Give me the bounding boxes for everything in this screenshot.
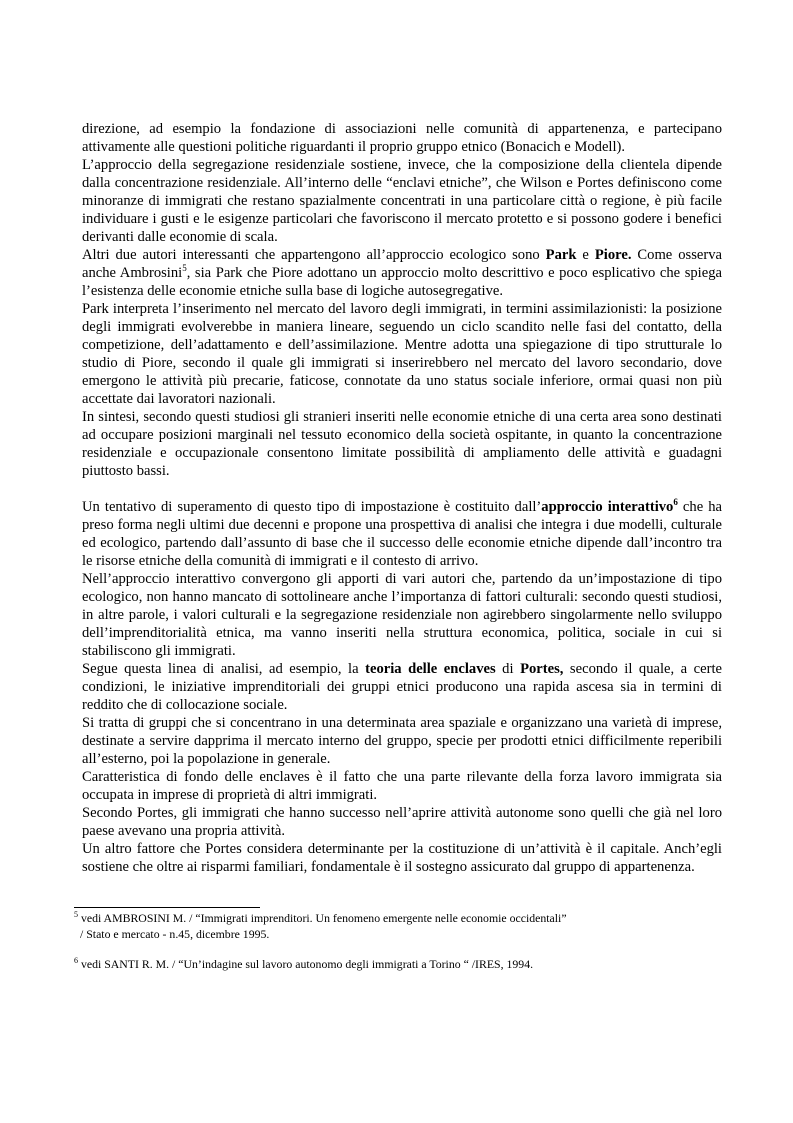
bold-term: teoria delle enclaves <box>365 661 496 677</box>
text-run: Park interpreta l’inserimento nel mercato del lavoro degli immigrati, in termini assimilazionisti: la posizione degli immigrati evolverebbe in maniera lineare, seguendo un ciclo scandito nelle fasi del contatto, della competizione, dell’adattamento e dell’assimilazione. Mentre adotta una spiegazione di tipo strutturale lo studio di Piore, secondo il quale gli immigrati si inserirebbero nel mercato del lavoro secondario, dove emergono le attività più precarie, faticose, connotate da uno status sociale inferiore, ormai quasi non più accettate dai lavoratori nazionali. <box>82 301 722 407</box>
footnote-text: vedi AMBROSINI M. / “Immigrati imprenditori. Un fenomeno emergente nelle economie occidentali” <box>80 911 567 925</box>
footnote-text: / Stato e mercato - n.45, dicembre 1995. <box>80 926 270 941</box>
footnote-gap <box>74 942 724 957</box>
paragraph <box>82 660 722 714</box>
paragraph <box>82 498 722 570</box>
paragraph <box>82 714 722 768</box>
text-run: che ha preso forma negli ultimi due decenni e propone una prospettiva di analisi che integra i due modelli, culturale ed ecologico, partendo dall’assunto di base che il successo delle economie etniche dipende dall’incontro tra le risorse etniche della comunità di immigrati e il contesto di arrivo. <box>82 499 722 569</box>
footnote-text: vedi SANTI R. M. / “Un’indagine sul lavoro autonomo degli immigrati a Torino “ /IRES, 1994. <box>80 957 534 971</box>
text-run: L’approccio della segregazione residenziale sostiene, invece, che la composizione della clientela dipende dalla concentrazione residenziale. All’interno delle “enclavi etniche”, che Wilson e Portes definiscono come minoranze di immigrati che restano spazialmente concentrati in una particolare città o regione, è più facile individuare i gusti e le esigenze particolari che favoriscono il mercato protetto e si possono godere i benefici derivanti dalle economie di scala. <box>82 157 722 245</box>
paragraph <box>82 768 722 804</box>
footnote-separator <box>74 907 260 908</box>
text-run: e <box>576 247 595 263</box>
bold-term: Portes, <box>520 661 564 677</box>
paragraph <box>82 840 722 876</box>
text-run: di <box>495 661 521 677</box>
footnote-ref: 6 <box>673 497 678 508</box>
bold-term: Park <box>545 247 577 263</box>
paragraph <box>82 804 722 840</box>
text-run: Segue questa linea di analisi, ad esempio, la <box>82 661 366 677</box>
text-run: Secondo Portes, gli immigrati che hanno successo nell’aprire attività autonome sono quelli che già nel loro paese avevano una propria attività. <box>82 805 722 839</box>
body-text <box>82 120 722 876</box>
footnote-line <box>74 957 724 973</box>
paragraph-gap <box>82 480 722 498</box>
paragraph <box>82 300 722 408</box>
footnote-line <box>74 911 724 927</box>
footnote-list <box>74 911 724 973</box>
paragraph <box>82 246 722 300</box>
bold-term: approccio interattivo <box>541 499 674 515</box>
footnote-ref: 5 <box>182 263 187 274</box>
text-run: Caratteristica di fondo delle enclaves è il fatto che una parte rilevante della forza lavoro immigrata sia occupata in imprese di proprietà di altri immigrati. <box>82 769 722 803</box>
text-run: Un tentativo di superamento di questo tipo di impostazione è costituito dall’ <box>82 499 542 515</box>
paragraph <box>82 570 722 660</box>
footnote-number: 6 <box>74 956 78 966</box>
text-run: Si tratta di gruppi che si concentrano in una determinata area spaziale e organizzano una varietà di imprese, destinate a servire dapprima il mercato interno del gruppo, specie per prodotti etnici difficilmente reperibili all’esterno, poi la popolazione in generale. <box>82 715 722 767</box>
text-run: secondo il quale, a certe condizioni, le iniziative imprenditoriali dei gruppi etnici producono una rapida ascesa sia in termini di reddito che di collocazione sociale. <box>82 661 722 713</box>
text-run: Altri due autori interessanti che appartengono all’approccio ecologico sono <box>82 247 546 263</box>
footnote-number: 5 <box>74 910 78 920</box>
text-run: In sintesi, secondo questi studiosi gli stranieri inseriti nelle economie etniche di una certa area sono destinati ad occupare posizioni marginali nel tessuto economico della società ospitante, in quanto la concentrazione residenziale e occupazionale consentono limitate possibilità di ampliamento delle attività e guadagni piuttosto bassi. <box>82 409 722 479</box>
text-run: Come osserva anche Ambrosini <box>82 247 722 281</box>
paragraph <box>82 408 722 480</box>
text-run: Un altro fattore che Portes considera determinante per la costituzione di un’attività è il capitale. Anch’egli sostiene che oltre ai risparmi familiari, fondamentale è il sostegno assicurato dal gruppo di appartenenza. <box>82 841 722 875</box>
bold-term: Piore. <box>594 247 632 263</box>
footnote-line <box>74 927 724 943</box>
text-run: , sia Park che Piore adottano un approccio molto descrittivo e poco esplicativo che spiega l’esistenza delle economie etniche sulla base di logiche autosegregative. <box>82 265 722 299</box>
footnotes <box>74 907 724 973</box>
text-run: direzione, ad esempio la fondazione di associazioni nelle comunità di appartenenza, e partecipano attivamente alle questioni politiche riguardanti il proprio gruppo etnico (Bonacich e Modell). <box>82 121 722 155</box>
paragraph <box>82 120 722 156</box>
text-run: Nell’approccio interattivo convergono gli apporti di vari autori che, partendo da un’impostazione di tipo ecologico, non hanno mancato di sottolineare anche l’importanza di fattori culturali: secondo questi studiosi, in altre parole, i valori culturali e la segregazione residenziale non agirebbero singolarmente nello sviluppo dell’imprenditorialità etnica, ma vanno inseriti nella struttura economica, politica, sociale in cui si stabiliscono gli immigrati. <box>82 571 722 659</box>
paragraph <box>82 156 722 246</box>
